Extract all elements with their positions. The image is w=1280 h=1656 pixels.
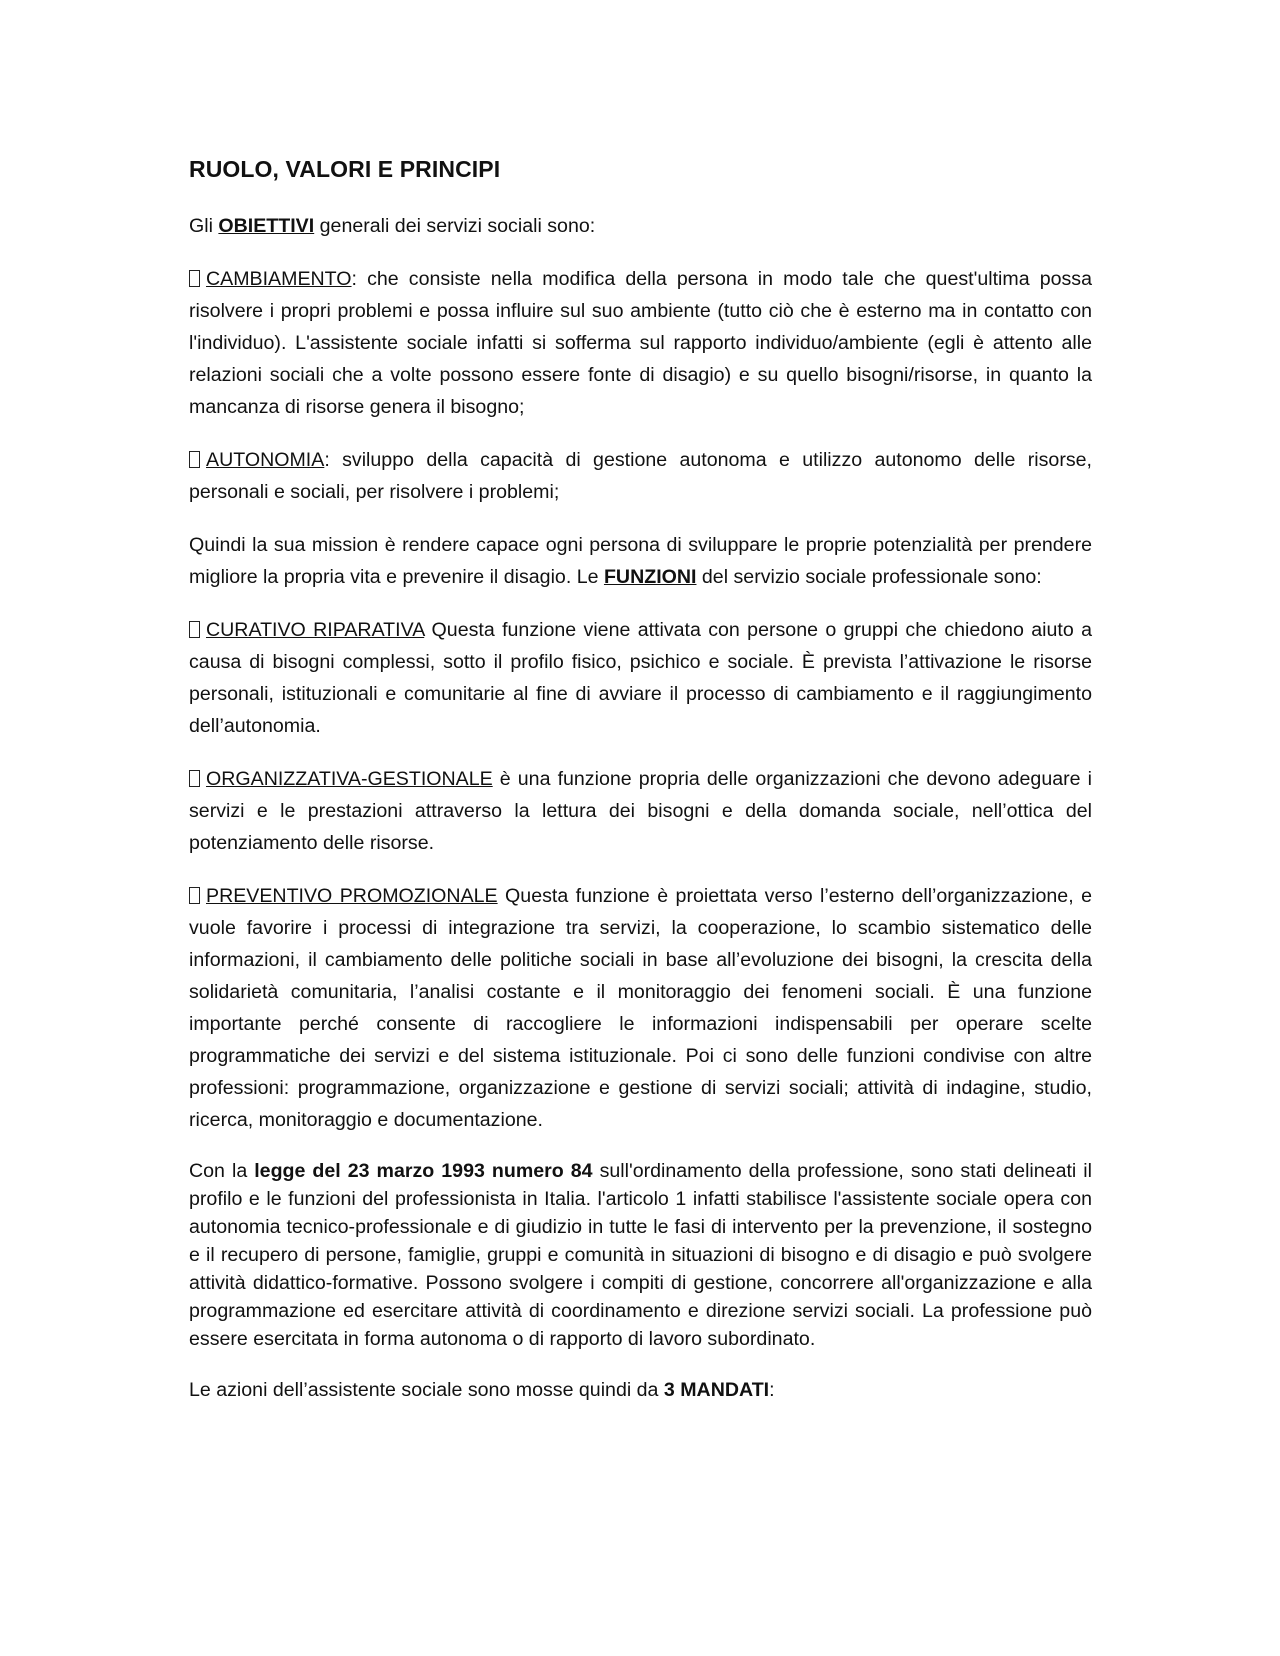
bullet-box-icon — [189, 270, 200, 287]
function-text: Questa funzione è proiettata verso l’esterno dell’organizzazione, e vuole favorire i processi di integrazione tra servizi, la cooperazione, lo scambio sistematico delle informazioni, il cambiamento delle politiche sociali in base all’evoluzione dei bisogni, la crescita della solidarietà comunitaria, l’analisi costante e il monitoraggio dei fenomeni sociali. È una funzione importante perché consente di raccogliere le informazioni indispensabili per operare scelte programmatiche dei servizi e del sistema istituzionale. Poi ci sono delle funzioni condivise con altre professioni: programmazione, organizzazione e gestione di servizi sociali; attività di indagine, studio, ricerca, monitoraggio e documentazione. — [189, 885, 1092, 1131]
mission-keyword: FUNZIONI — [603, 566, 697, 588]
mission-after: del servizio sociale professionale sono: — [696, 566, 1042, 588]
objective-paragraph — [189, 444, 1092, 508]
bullet-box-icon — [189, 770, 200, 787]
bullet-box-icon — [189, 621, 200, 638]
intro-keyword: OBIETTIVI — [218, 215, 315, 237]
mandates-before: Le azioni dell’assistente sociale sono mosse quindi da — [189, 1379, 664, 1401]
function-text: Questa funzione viene attivata con persone o gruppi che chiedono aiuto a causa di bisogni complessi, sotto il profilo fisico, psichico e sociale. È prevista l’attivazione le risorse personali, istituzionali e comunitarie al fine di avviare il processo di cambiamento e il raggiungimento dell’autonomia. — [189, 619, 1092, 737]
law-after: sull'ordinamento della professione, sono stati delineati il profilo e le funzioni del professionista in Italia. l'articolo 1 infatti stabilisce l'assistente sociale opera con autonomia tecnico-professionale e di giudizio in tutte le fasi di intervento per la prevenzione, il sostegno e il recupero di persone, famiglie, gruppi e comunità in situazioni di bisogno e di disagio e può svolgere attività didattico-formative. Possono svolgere i compiti di gestione, concorrere all'organizzazione e alla programmazione ed esercitare attività di coordinamento e direzione servizi sociali. La professione può essere esercitata in forma autonoma o di rapporto di lavoro subordinato. — [189, 1160, 1092, 1350]
intro-before: Gli — [189, 215, 219, 237]
bullet-box-icon — [189, 451, 200, 468]
document-body — [189, 154, 1092, 1406]
mandates-keyword: 3 MANDATI — [663, 1379, 770, 1401]
function-paragraph — [189, 763, 1092, 859]
objective-paragraph — [189, 263, 1092, 423]
bullet-box-icon — [189, 887, 200, 904]
function-paragraph — [189, 614, 1092, 742]
law-before: Con la — [189, 1160, 255, 1182]
objective-label: CAMBIAMENTO — [206, 268, 352, 290]
function-label: ORGANIZZATIVA-GESTIONALE — [206, 768, 493, 790]
function-label: PREVENTIVO PROMOZIONALE — [206, 885, 498, 907]
intro-after: generali dei servizi sociali sono: — [314, 215, 596, 237]
mandates-after: : — [769, 1379, 775, 1401]
mission-paragraph — [189, 529, 1092, 593]
function-label: CURATIVO RIPARATIVA — [206, 619, 425, 641]
law-keyword: legge del 23 marzo 1993 numero 84 — [254, 1160, 593, 1182]
intro-paragraph — [189, 210, 1092, 242]
function-paragraph — [189, 880, 1092, 1136]
mandates-paragraph — [189, 1374, 1092, 1406]
objective-text: : che consiste nella modifica della persona in modo tale che quest'ultima possa risolvere i propri problemi e possa influire sul suo ambiente (tutto ciò che è esterno ma in contatto con l'individuo). L'assistente sociale infatti si sofferma sul rapporto individuo/ambiente (egli è attento alle relazioni sociali che a volte possono essere fonte di disagio) e su quello bisogni/risorse, in quanto la mancanza di risorse genera il bisogno; — [189, 268, 1092, 418]
document-title: RUOLO, VALORI E PRINCIPI — [189, 156, 501, 182]
objective-label: AUTONOMIA — [206, 449, 325, 471]
mission-before: Quindi la sua mission è rendere capace ogni persona di sviluppare le proprie potenzialità per prendere migliore la propria vita e prevenire il disagio. Le — [189, 534, 1092, 588]
function-text: è una funzione propria delle organizzazioni che devono adeguare i servizi e le prestazioni attraverso la lettura dei bisogni e della domanda sociale, nell’ottica del potenziamento delle risorse. — [189, 768, 1092, 854]
objective-text: : sviluppo della capacità di gestione autonoma e utilizzo autonomo delle risorse, personali e sociali, per risolvere i problemi; — [189, 449, 1092, 503]
law-paragraph — [189, 1157, 1092, 1353]
